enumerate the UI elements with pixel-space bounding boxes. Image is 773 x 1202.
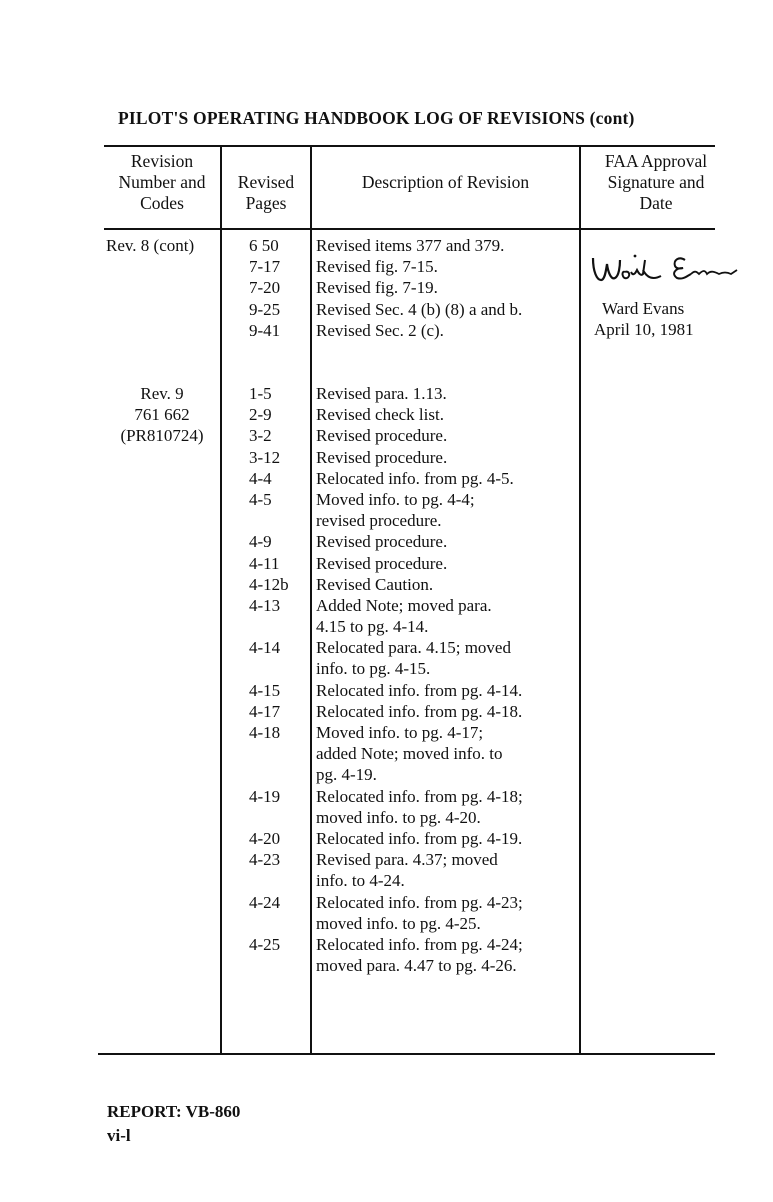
page-cell: 4-12b xyxy=(249,574,289,594)
page-cell: 9-25 xyxy=(249,299,281,319)
table-top-rule xyxy=(104,145,715,147)
description-line: moved info. to pg. 4-25. xyxy=(316,913,481,933)
page-cell: 4-18 xyxy=(249,723,281,742)
page-cell: 2-9 xyxy=(249,405,272,425)
description-line: Relocated info. from pg. 4-23; xyxy=(316,892,523,912)
page-number: vi-l xyxy=(107,1126,131,1145)
description-line: Relocated info. from pg. 4-19. xyxy=(316,828,523,848)
page-cell: 4-5 xyxy=(249,489,272,509)
description-line: moved para. 4.47 to pg. 4-26. xyxy=(316,956,517,976)
page-cell xyxy=(249,616,289,637)
page-cell: 4-14 xyxy=(249,638,281,658)
column-divider-1 xyxy=(220,145,222,1055)
description-line: moved info. to pg. 4-20. xyxy=(316,807,481,827)
description-line: Revised procedure. xyxy=(316,426,448,446)
page-cell: 4-23 xyxy=(249,850,281,870)
description-line: Revised procedure. xyxy=(316,447,448,467)
page-cell xyxy=(249,658,289,679)
page-cell xyxy=(249,913,289,934)
page-cell: 4-19 xyxy=(249,786,281,806)
description-line: pg. 4-19. xyxy=(316,765,377,785)
rev9-code: Rev. 9 761 662 (PR810724) xyxy=(120,384,204,446)
page-cell: 7-17 xyxy=(249,257,281,277)
page-footer xyxy=(107,1100,240,1148)
description-line: 4.15 to pg. 4-14. xyxy=(316,617,429,637)
page-cell: 4-13 xyxy=(249,595,281,615)
description-line: Revised check list. xyxy=(316,405,444,425)
page-cell: 4-11 xyxy=(249,553,280,573)
rev8-approval xyxy=(594,298,694,340)
rev8-code: Rev. 8 (cont) xyxy=(106,236,195,255)
page-cell xyxy=(249,743,289,764)
description-line: revised procedure. xyxy=(316,511,442,531)
page-cell: 4-4 xyxy=(249,468,272,488)
description-line: Revised para. 1.13. xyxy=(316,384,447,403)
page-cell xyxy=(249,870,289,891)
description-line: Revised procedure. xyxy=(316,532,448,552)
description-line: Revised Sec. 2 (c). xyxy=(316,320,444,340)
rev8-pages xyxy=(249,235,280,341)
description-line: Revised para. 4.37; moved xyxy=(316,850,498,870)
description-line: added Note; moved info. to xyxy=(316,744,503,764)
page-cell: 4-20 xyxy=(249,828,281,848)
rev9-pages xyxy=(249,383,289,976)
header-revised-pages: Revised Pages xyxy=(237,172,295,213)
page-cell: 4-9 xyxy=(249,532,272,552)
description-line: Relocated info. from pg. 4-24; xyxy=(316,934,523,954)
description-line: Moved info. to pg. 4-4; xyxy=(316,489,475,509)
header-faa-approval: FAA Approval Signature and Date xyxy=(604,151,708,213)
description-line: Relocated info. from pg. 4-14. xyxy=(316,680,523,700)
description-line: Revised fig. 7-15. xyxy=(316,257,438,277)
column-divider-2 xyxy=(310,145,312,1055)
page-cell xyxy=(249,764,289,785)
page-cell: 1-5 xyxy=(249,384,272,403)
page-cell xyxy=(249,510,289,531)
table-bottom-rule xyxy=(98,1053,715,1055)
rev9-descriptions xyxy=(316,383,523,976)
description-line: Relocated para. 4.15; moved xyxy=(316,638,511,658)
description-line: Moved info. to pg. 4-17; xyxy=(316,723,484,742)
handwritten-signature xyxy=(591,250,741,292)
description-line: Relocated info. from pg. 4-5. xyxy=(316,468,514,488)
report-number: REPORT: VB-860 xyxy=(107,1102,241,1121)
header-bottom-rule xyxy=(104,228,715,230)
page-title: PILOT'S OPERATING HANDBOOK LOG OF REVISIONS (cont) xyxy=(118,108,635,128)
page-cell: 9-41 xyxy=(249,320,281,340)
header-revision: Revision Number and Codes xyxy=(118,151,206,213)
header-description: Description of Revision xyxy=(361,172,530,192)
page-cell xyxy=(249,807,289,828)
page-cell: 3-12 xyxy=(249,447,281,467)
page-cell: 4-15 xyxy=(249,680,281,700)
page-cell: 3-2 xyxy=(249,426,272,446)
description-line: Revised items 377 and 379. xyxy=(316,236,505,255)
description-line: Revised procedure. xyxy=(316,553,448,573)
description-line: info. to 4-24. xyxy=(316,871,405,891)
description-line: Revised Sec. 4 (b) (8) a and b. xyxy=(316,299,523,319)
approval-date: April 10, 1981 xyxy=(594,320,694,340)
page-cell xyxy=(249,955,289,976)
description-line: Revised Caution. xyxy=(316,574,434,594)
page-cell: 4-17 xyxy=(249,701,281,721)
description-line: Relocated info. from pg. 4-18; xyxy=(316,786,523,806)
page-cell: 4-24 xyxy=(249,892,281,912)
description-line: Revised fig. 7-19. xyxy=(316,278,438,298)
column-divider-3 xyxy=(579,145,581,1055)
page-cell: 6 50 xyxy=(249,236,279,255)
description-line: Relocated info. from pg. 4-18. xyxy=(316,701,523,721)
approver-name: Ward Evans xyxy=(602,299,685,318)
page-cell: 7-20 xyxy=(249,278,281,298)
description-line: info. to pg. 4-15. xyxy=(316,659,431,679)
description-line: Added Note; moved para. xyxy=(316,595,492,615)
page-cell: 4-25 xyxy=(249,934,281,954)
rev8-descriptions xyxy=(316,235,522,341)
